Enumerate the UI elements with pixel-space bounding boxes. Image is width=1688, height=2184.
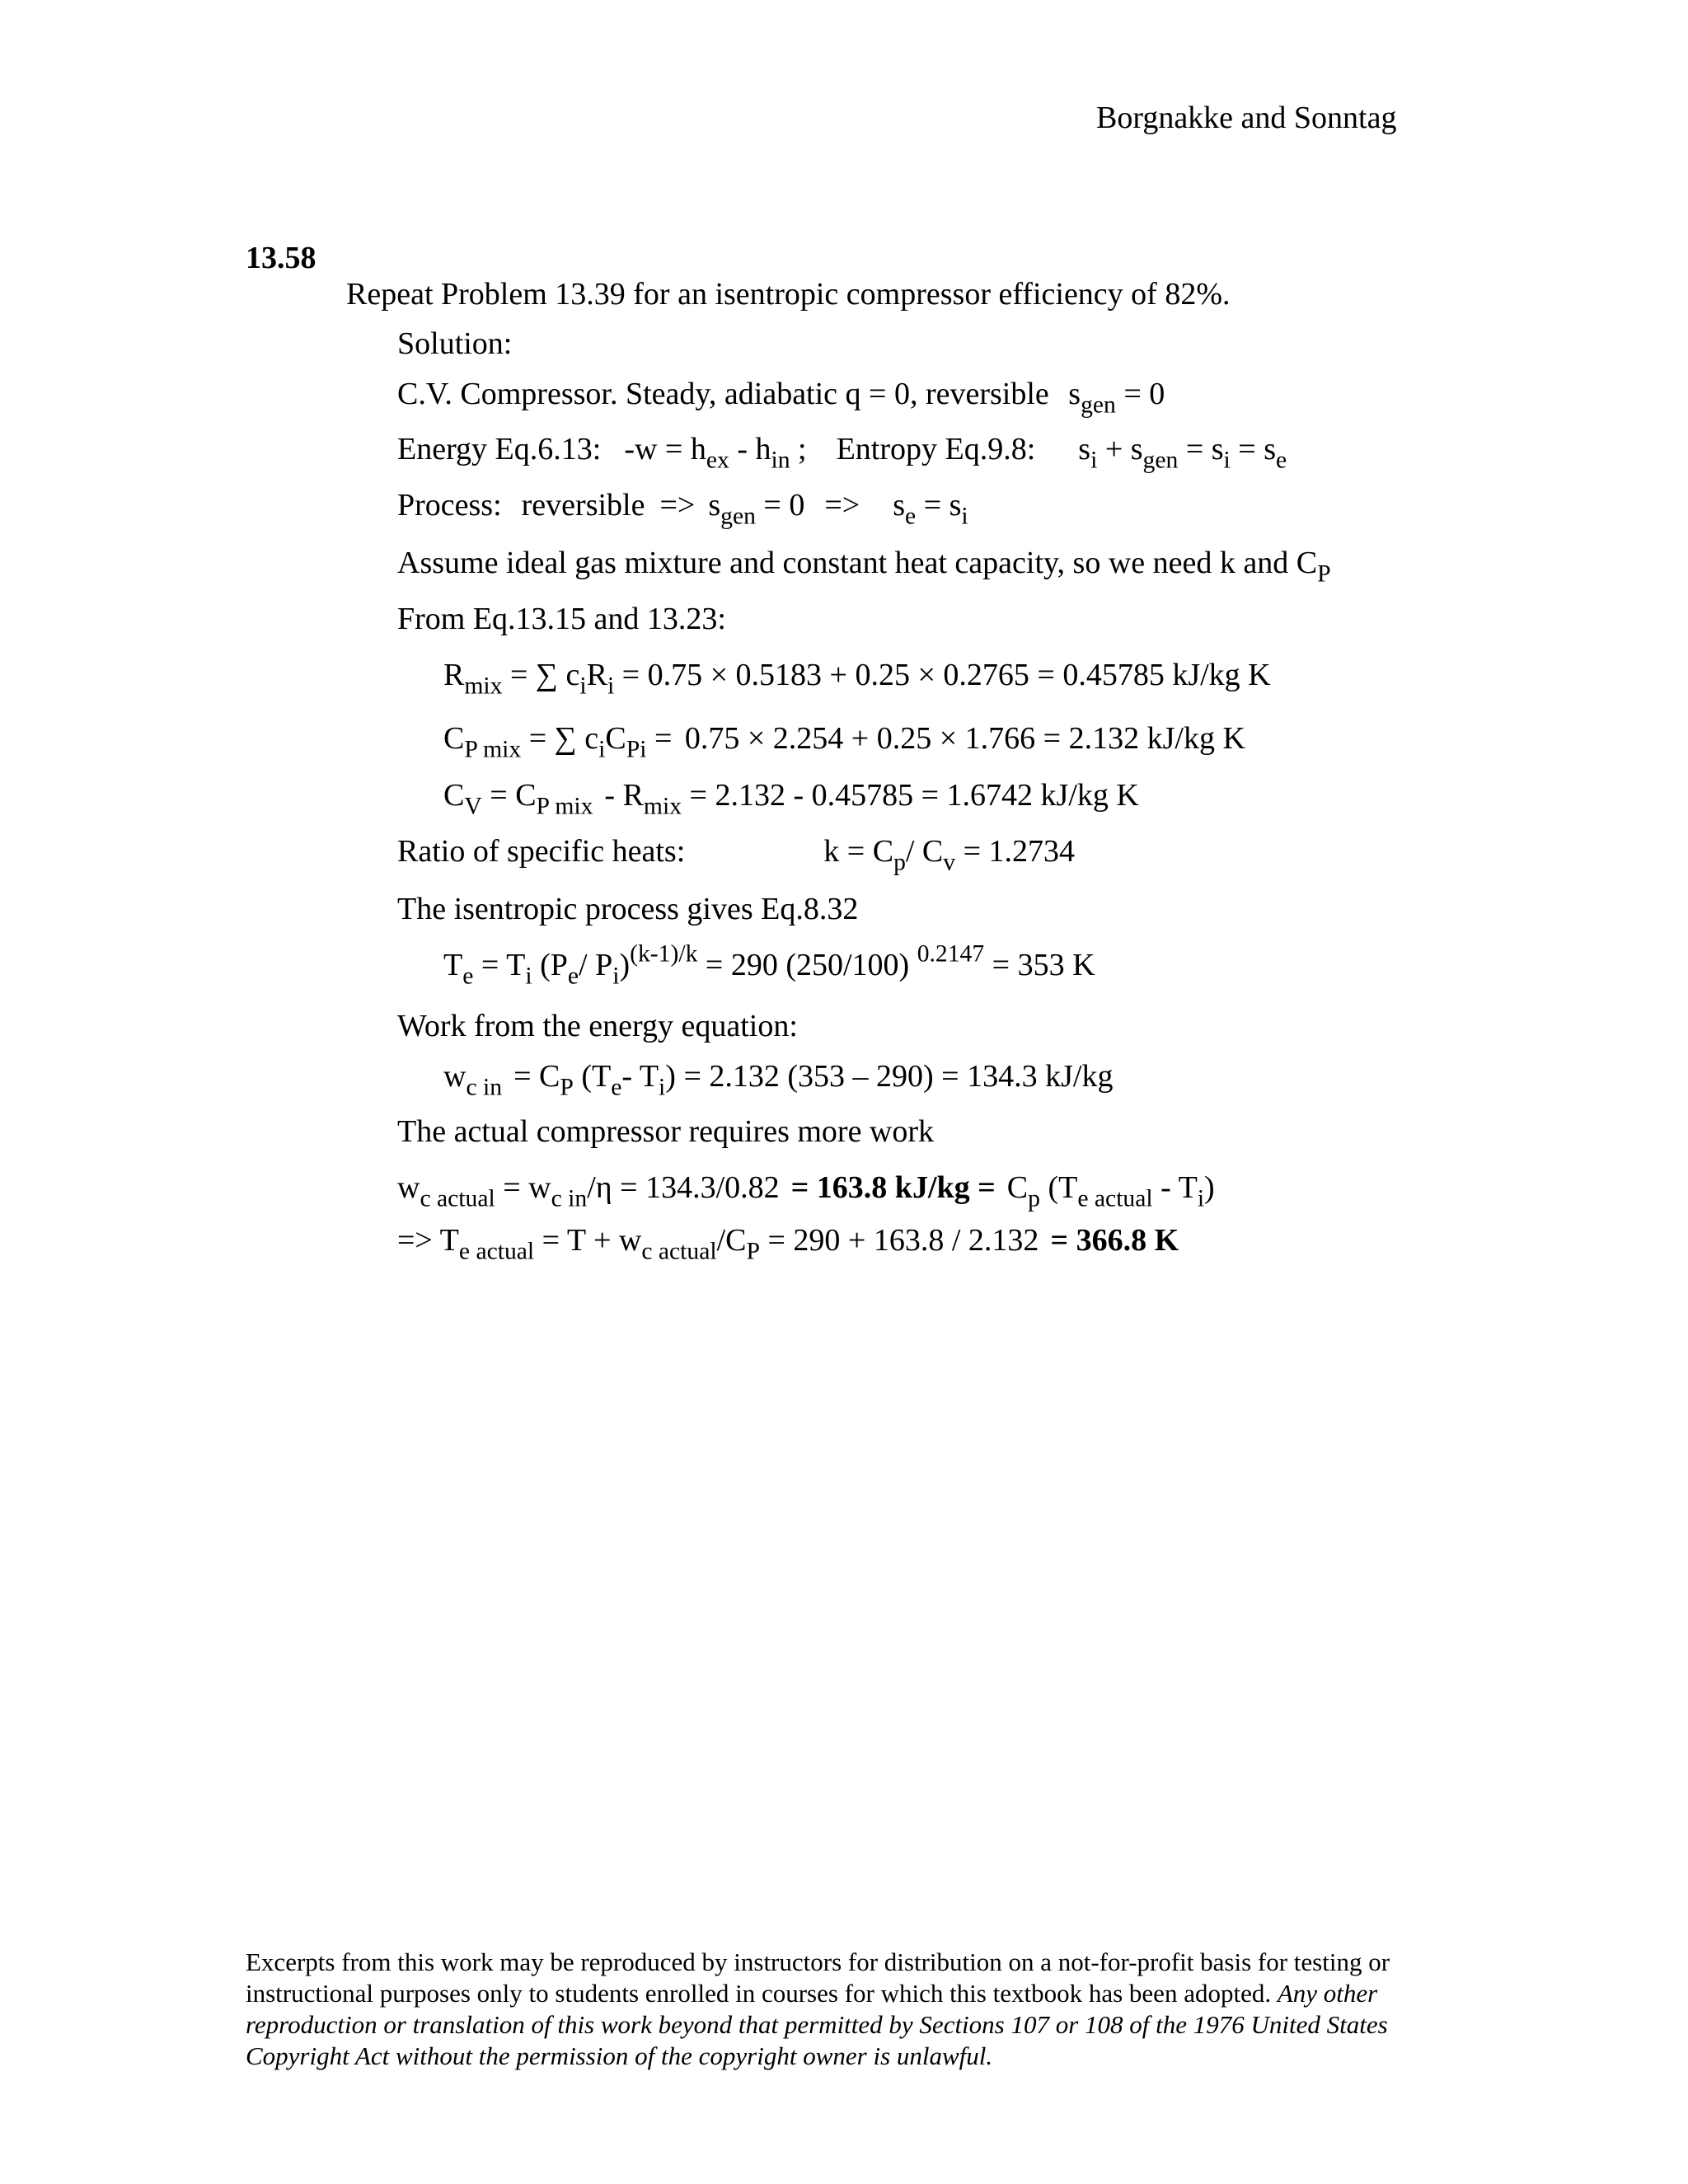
actual-temperature-equation: => $T_{e actual} = T + w_{c actual}/C_P = 290 + 163.8 / 2.132 = 366.8$ K bbox=[397, 1223, 1179, 1265]
energy-entropy-equations: Energy Eq.6.13: $-w = h_{ex} - h_{in}$ ; Entropy Eq.9.8: $s_i + s_{gen} = s_i = s_e$ bbox=[397, 432, 1287, 474]
process-label: Process: bbox=[397, 488, 502, 523]
wactual-values: = 134.3/0.82 bbox=[620, 1170, 780, 1205]
running-header: Borgnakke and Sonntag bbox=[1096, 101, 1397, 135]
wactual-result: = 163.8 kJ/kg = bbox=[790, 1170, 996, 1205]
work-line: Work from the energy equation: bbox=[397, 1009, 798, 1043]
ratio-line: Ratio of specific heats: $k = C_p/$ $C_v = 1.2734$ bbox=[397, 834, 1076, 876]
teactual-result: = 366.8 K bbox=[1050, 1223, 1179, 1258]
solution-label: Solution: bbox=[397, 326, 513, 361]
exit-temperature-equation: $T_e = T_i$ ($P_e/$ $P_i)^{(k-1)/k} = 290$ (250/100) $^{0.2147}$ = 353 K bbox=[443, 940, 1095, 990]
energy-label: Energy Eq.6.13: bbox=[397, 432, 602, 466]
te-exponent: 0.2147 bbox=[917, 940, 985, 968]
footer-normal-text: Excerpts from this work may be reproduced by instructors for distribution on a not-for-profit basis for testing or instructional purposes only to students enrolled in courses for which this textbook has been adopted. bbox=[246, 1947, 1390, 2008]
r-mix-values: = 0.75 × 0.5183 + 0.25 × 0.2765 = 0.45785 kJ/kg K bbox=[621, 658, 1271, 692]
cp-mix-values: 0.75 × 2.254 + 0.25 × 1.766 = 2.132 kJ/kg K bbox=[684, 721, 1245, 756]
from-equation-line: From Eq.13.15 and 13.23: bbox=[397, 602, 726, 636]
teactual-values: = 290 + 163.8 / 2.132 bbox=[767, 1223, 1039, 1258]
ratio-label: Ratio of specific heats: bbox=[397, 834, 686, 869]
cv-text: C.V. Compressor. Steady, adiabatic q = 0, reversible bbox=[397, 377, 1049, 411]
problem-statement: Repeat Problem 13.39 for an isentropic compressor efficiency of 82%. bbox=[346, 277, 1231, 312]
entropy-label: Entropy Eq.9.8: bbox=[836, 432, 1036, 466]
actual-work-line: The actual compressor requires more work bbox=[397, 1114, 935, 1149]
problem-number: 13.58 bbox=[246, 241, 316, 275]
cp-mix-equation: $C_{P mix}$ = ∑ $c_iC_{Pi} = 0.75 \times 2.254 + 0.25 \times 1.766 = 2.132$ kJ/kg K bbox=[443, 721, 1245, 763]
control-volume-line: C.V. Compressor. Steady, adiabatic q = 0, reversible $s_{gen} = 0$ bbox=[397, 377, 1165, 419]
isentropic-work-equation: $w_{c in} = C_P$ ($T_e-$ $T_i) = 2.132$ (353 – 290) = 134.3 kJ/kg bbox=[443, 1059, 1114, 1101]
r-mix-equation: $R_{mix}$ = ∑ $c_iR_i = 0.75 \times 0.5183 + 0.25 \times 0.2765 = 0.45785$ kJ/kg K bbox=[443, 658, 1271, 700]
te-result: = 353 K bbox=[992, 948, 1095, 982]
copyright-footer bbox=[246, 1947, 1449, 2072]
process-line: Process: reversible => $s_{gen} = 0 => s_e = s_i$ bbox=[397, 488, 968, 530]
ratio-value: = 1.2734 bbox=[963, 834, 1076, 869]
wcin-values: = 2.132 (353 – 290) = 134.3 kJ/kg bbox=[683, 1059, 1114, 1094]
assumption-line: Assume ideal gas mixture and constant heat capacity, so we need k and $C_P$ bbox=[397, 546, 1331, 588]
cv-equation: $C_V = C_{P mix} - R_{mix} = 2.132 - 0.45785 = 1.6742$ kJ/kg K bbox=[443, 778, 1139, 820]
cv-values: = 2.132 - 0.45785 = 1.6742 kJ/kg K bbox=[689, 778, 1139, 813]
assumption-text: Assume ideal gas mixture and constant heat capacity, so we need k and C bbox=[397, 546, 1318, 580]
actual-work-equation: $w_{c actual} = w_{c in}/\eta = 134.3/0.82 = 163.8$ $kJ/kg = C_p$ $(T_{e actual} - T_i)$ bbox=[397, 1170, 1215, 1212]
te-values: = 290 (250/100) bbox=[705, 948, 910, 982]
footer-italic-text: Any other reproduction or translation of this work beyond that permitted by Sections 107 or 108 of the 1976 United States Copyright Act without the permission of the copyright owner is unlawful. bbox=[246, 1979, 1388, 2070]
isentropic-line: The isentropic process gives Eq.8.32 bbox=[397, 892, 859, 926]
process-text: reversible bbox=[521, 488, 645, 523]
